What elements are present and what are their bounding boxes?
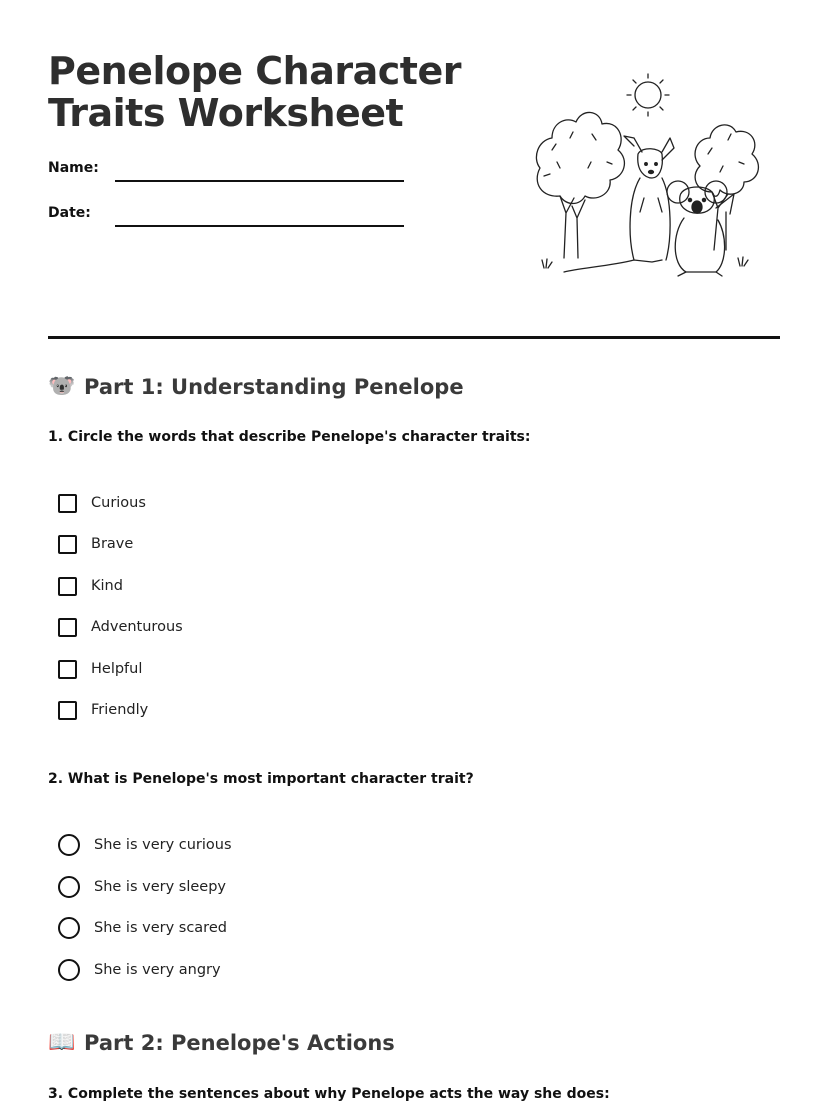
grass-icon bbox=[542, 257, 748, 268]
option-label: Kind bbox=[91, 578, 123, 594]
koala-icon bbox=[667, 181, 734, 276]
option-label: She is very sleepy bbox=[94, 879, 226, 895]
answer-option-scared[interactable] bbox=[58, 916, 227, 940]
radio-button[interactable] bbox=[58, 959, 80, 981]
checkbox[interactable] bbox=[58, 660, 77, 679]
trait-option-friendly[interactable] bbox=[58, 698, 148, 722]
option-label: She is very scared bbox=[94, 920, 227, 936]
question-1: 1. Circle the words that describe Penelope's character traits: bbox=[48, 429, 531, 445]
part1-heading-text: Part 1: Understanding Penelope bbox=[84, 374, 464, 399]
radio-button[interactable] bbox=[58, 834, 80, 856]
trait-option-kind[interactable] bbox=[58, 574, 123, 598]
book-icon: 📖 bbox=[48, 1030, 76, 1055]
answer-option-curious[interactable] bbox=[58, 833, 232, 857]
name-label: Name: bbox=[48, 160, 99, 176]
name-field[interactable] bbox=[115, 180, 404, 182]
kangaroo-icon bbox=[564, 136, 674, 272]
trait-option-adventurous[interactable] bbox=[58, 615, 183, 639]
checkbox[interactable] bbox=[58, 535, 77, 554]
section-divider bbox=[48, 336, 780, 339]
part2-heading-text: Part 2: Penelope's Actions bbox=[84, 1030, 395, 1055]
part1-heading bbox=[48, 374, 464, 399]
option-label: Friendly bbox=[91, 702, 149, 718]
option-label: She is very angry bbox=[94, 962, 221, 978]
answer-option-angry[interactable] bbox=[58, 958, 221, 982]
worksheet-title: Penelope Character Traits Worksheet bbox=[48, 49, 461, 135]
option-label: Helpful bbox=[91, 661, 143, 677]
question-3: 3. Complete the sentences about why Penelope acts the way she does: bbox=[48, 1086, 610, 1102]
koala-icon: 🐨 bbox=[48, 374, 76, 399]
option-label: She is very curious bbox=[94, 837, 232, 853]
koala-kangaroo-illustration bbox=[530, 68, 766, 282]
sun-icon bbox=[627, 74, 669, 116]
radio-button[interactable] bbox=[58, 917, 80, 939]
part2-heading bbox=[48, 1030, 395, 1055]
checkbox[interactable] bbox=[58, 577, 77, 596]
option-label: Brave bbox=[91, 536, 134, 552]
trait-option-curious[interactable] bbox=[58, 491, 146, 515]
answer-option-sleepy[interactable] bbox=[58, 875, 226, 899]
trait-option-helpful[interactable] bbox=[58, 657, 142, 681]
option-label: Adventurous bbox=[91, 619, 183, 635]
date-label: Date: bbox=[48, 205, 91, 221]
date-field[interactable] bbox=[115, 225, 404, 227]
checkbox[interactable] bbox=[58, 618, 77, 637]
question-2: 2. What is Penelope's most important character trait? bbox=[48, 771, 474, 787]
checkbox[interactable] bbox=[58, 494, 77, 513]
checkbox[interactable] bbox=[58, 701, 77, 720]
radio-button[interactable] bbox=[58, 876, 80, 898]
option-label: Curious bbox=[91, 495, 146, 511]
trait-option-brave[interactable] bbox=[58, 532, 133, 556]
left-tree-icon bbox=[536, 112, 624, 258]
